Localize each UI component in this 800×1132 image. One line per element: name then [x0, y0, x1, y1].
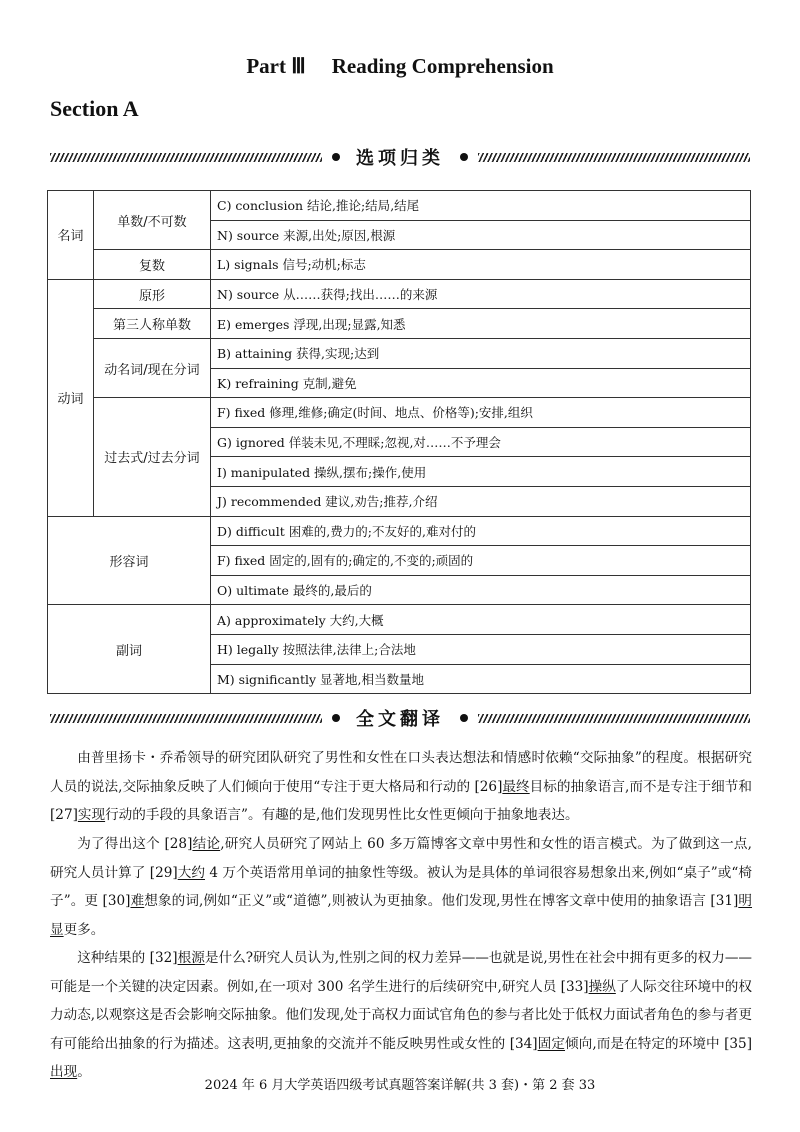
verb-category: 动词 — [48, 279, 94, 516]
table-row — [48, 279, 751, 309]
hatch-divider-left — [50, 153, 322, 162]
part-heading: Reading Comprehension — [331, 54, 554, 78]
part-prefix: Part — [246, 54, 286, 78]
page-footer: 2024 年 6 月大学英语四级考试真题答案详解(共 3 套)・第 2 套 33 — [204, 1078, 596, 1093]
adjective-category: 形容词 — [48, 516, 211, 605]
answer-31: 明显 — [50, 893, 753, 938]
bullet-dot-icon — [460, 153, 468, 161]
paragraph-text: 了人际交往环境中的权力动态,以观察这是否会影响交际抽象。他们发现,处于高权力面试官角色的参与者比处于低权力面试者角色的参与者更有可能给出抽象的行为描述。这表明,更抽象的交流并不能反映男性或女性的 [34] — [50, 978, 752, 1052]
paragraph-text: 想象的词,例如“正义”或“道德”,则被认为更抽象。他们发现,男性在博客文章中使用的抽象语言 [31] — [144, 893, 739, 910]
paragraph-text: 更多。 — [63, 921, 105, 938]
paragraph-text: 这种结果的 [32] — [77, 950, 178, 966]
table-row — [48, 191, 751, 221]
answer-32: 根源 — [177, 950, 205, 966]
answer-35: 出现 — [50, 1064, 78, 1081]
paragraph-text: 由普里扬卡・乔希领导的研究团队研究了男性和女性在口头表达想法和情感时依赖“交际抽象”的程度。根据研究人员的说法,交际抽象反映了人们倾向于使用“专注于更大格局和行动的 [26] — [50, 750, 752, 795]
table-row — [48, 250, 751, 280]
paragraph-text: 。 — [77, 1064, 91, 1081]
entry-h-legally: H) legally 按照法律,法律上;合法地 — [211, 634, 751, 664]
bullet-dot-icon — [332, 153, 340, 161]
paragraph-text: ,研究人员研究了网站上 60 多万篇博客文章中男性和女性的语言模式。为了做到这一点,研究人员计算了 [29] — [50, 836, 752, 881]
entry-d-difficult: D) difficult 困难的,费力的;不友好的,难对付的 — [211, 516, 751, 546]
hatch-divider-right — [478, 153, 750, 162]
entry-j-recommended: J) recommended 建议,劝告;推荐,介绍 — [211, 486, 751, 516]
table-row — [48, 309, 751, 339]
answer-29: 大约 — [177, 864, 205, 881]
answer-28: 结论 — [192, 836, 221, 852]
entry-g-ignored: G) ignored 佯装未见,不理睬;忽视,对……不予理会 — [211, 427, 751, 457]
entry-f-fixed-verb: F) fixed 修理,维修;确定(时间、地点、价格等);安排,组织 — [211, 398, 751, 428]
hatch-divider-right — [478, 714, 750, 723]
options-banner-title: 选项归类 — [356, 148, 444, 169]
translation-banner — [50, 703, 750, 733]
options-banner — [50, 142, 750, 172]
bullet-dot-icon — [332, 714, 340, 722]
gerund-subcategory: 动名词/现在分词 — [94, 338, 211, 397]
entry-a-approximately: A) approximately 大约,大概 — [211, 605, 751, 635]
entry-l-signals: L) signals 信号;动机;标志 — [211, 250, 751, 280]
plural-subcategory: 复数 — [94, 250, 211, 280]
answer-26: 最终 — [502, 778, 530, 795]
answer-33: 操纵 — [588, 978, 616, 995]
paragraph-text: 为了得出这个 [28] — [77, 836, 193, 852]
section-title: Section A — [50, 96, 139, 121]
entry-c-conclusion: C) conclusion 结论,推论;结局,结尾 — [211, 191, 751, 221]
entry-b-attaining: B) attaining 获得,实现;达到 — [211, 338, 751, 368]
paragraph-text: 倾向,而是在特定的环境中 [35] — [565, 1035, 753, 1052]
translation-paragraph-3 — [50, 944, 752, 1087]
noun-category: 名词 — [48, 191, 94, 280]
adverb-category: 副词 — [48, 605, 211, 694]
part-title — [0, 54, 800, 79]
countable-subcategory: 单数/不可数 — [94, 191, 211, 250]
bullet-dot-icon — [460, 714, 468, 722]
table-row — [48, 338, 751, 368]
paragraph-text: 4 万个英语常用单词的抽象性等级。被认为是具体的单词很容易想象出来,例如“桌子”或“椅子”。更 [30] — [50, 864, 752, 910]
vocab-classification-table — [47, 190, 751, 694]
table-row — [48, 398, 751, 428]
entry-n-source-verb: N) source 从……获得;找出……的来源 — [211, 279, 751, 309]
entry-m-significantly: M) significantly 显著地,相当数量地 — [211, 664, 751, 694]
answer-34: 固定 — [537, 1035, 566, 1052]
translation-banner-title: 全文翻译 — [356, 709, 444, 730]
entry-e-emerges: E) emerges 浮现,出现;显露,知悉 — [211, 309, 751, 339]
paragraph-text: 目标的抽象语言,而不是专注于细节和 [27] — [50, 778, 753, 824]
hatch-divider-left — [50, 714, 322, 723]
entry-o-ultimate: O) ultimate 最终的,最后的 — [211, 575, 751, 605]
entry-i-manipulated: I) manipulated 操纵,摆布;操作,使用 — [211, 457, 751, 487]
answer-27: 实现 — [77, 807, 106, 824]
translation-paragraph-2 — [50, 830, 752, 944]
table-row — [48, 516, 751, 546]
part-numeral: Ⅲ — [291, 54, 306, 78]
paragraph-text: 行动的手段的具象语言”。有趣的是,他们发现男性比女性更倾向于抽象地表达。 — [105, 807, 579, 824]
paragraph-text: 是什么?研究人员认为,性别之间的权力差异——也就是说,男性在社会中拥有更多的权力——可能是一个关键的决定因素。例如,在一项对 300 名学生进行的后续研究中,研究人员 [33] — [50, 950, 753, 995]
base-form-subcategory: 原形 — [94, 279, 211, 309]
table-row — [48, 605, 751, 635]
third-person-subcategory: 第三人称单数 — [94, 309, 211, 339]
entry-f-fixed-adj: F) fixed 固定的,固有的;确定的,不变的;顽固的 — [211, 546, 751, 576]
entry-n-source-noun: N) source 来源,出处;原因,根源 — [211, 220, 751, 250]
entry-k-refraining: K) refraining 克制,避免 — [211, 368, 751, 398]
answer-30: 难 — [130, 893, 145, 910]
translation-paragraph-1 — [50, 744, 752, 830]
past-tense-subcategory: 过去式/过去分词 — [94, 398, 211, 516]
